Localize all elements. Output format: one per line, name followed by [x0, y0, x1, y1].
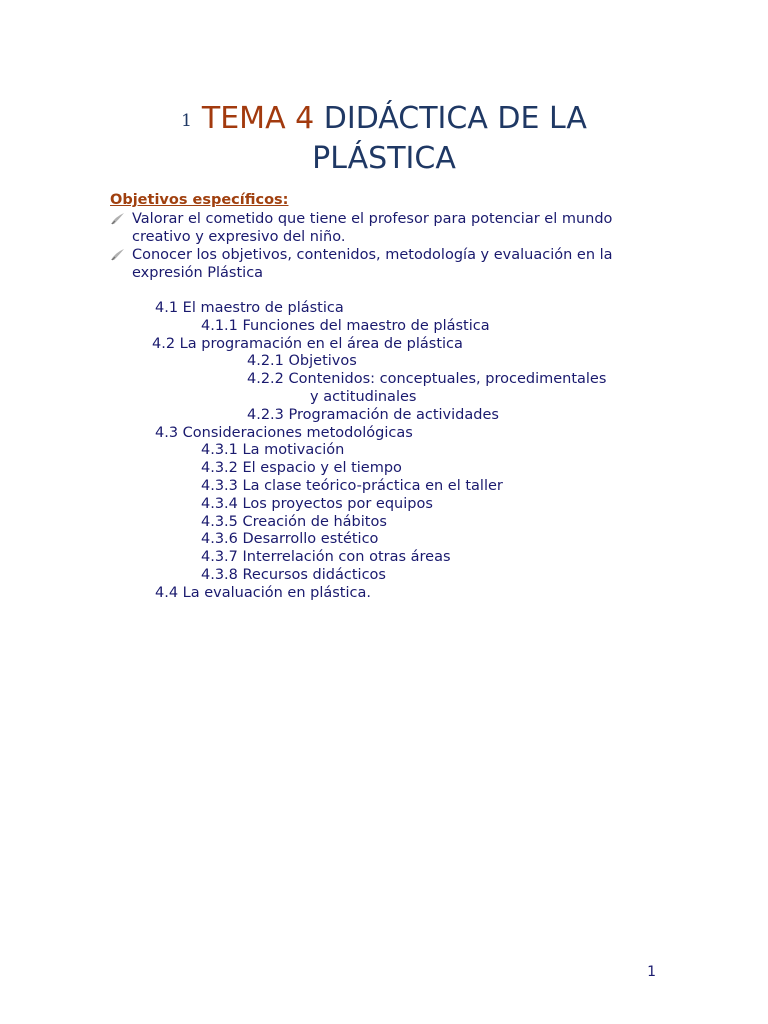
pencil-bullet-icon — [110, 212, 126, 226]
toc-item: 4.1.1 Funciones del maestro de plástica — [201, 317, 490, 334]
toc-item: 4.3.3 La clase teórico-práctica en el taller — [201, 478, 503, 494]
page-title — [0, 100, 768, 177]
toc-item: 4.3 Consideraciones metodológicas — [155, 424, 413, 441]
title-rest: DIDÁCTICA DE LA — [314, 101, 587, 136]
toc-item: 4.2.2 Contenidos: conceptuales, procedimentales — [247, 371, 607, 388]
title-line-2: PLÁSTICA — [312, 141, 456, 176]
toc-item: 4.1 El maestro de plástica — [155, 300, 344, 316]
objective-line: Conocer los objetivos, contenidos, metodología y evaluación en la — [132, 247, 613, 263]
toc-item: 4.3.5 Creación de hábitos — [201, 513, 387, 530]
toc-item: 4.2.3 Programación de actividades — [247, 406, 499, 423]
objective-line: expresión Plástica — [132, 265, 264, 281]
objective-line: Valorar el cometido que tiene el profesor para potenciar el mundo — [132, 211, 613, 227]
pencil-bullet-icon — [110, 248, 126, 262]
page-number: 1 — [647, 964, 656, 980]
objectives-heading: Objetivos específicos: — [110, 192, 289, 208]
toc-item: 4.2 La programación en el área de plástica — [152, 335, 463, 352]
title-tema: TEMA 4 — [201, 101, 315, 136]
toc-item: 4.3.7 Interrelación con otras áreas — [201, 549, 451, 566]
toc-item: y actitudinales — [310, 389, 417, 405]
toc-item: 4.3.8 Recursos didácticos — [201, 567, 386, 583]
objective-line: creativo y expresivo del niño. — [132, 229, 346, 245]
toc-item: 4.3.1 La motivación — [201, 442, 345, 459]
objective-item — [110, 210, 655, 246]
toc-item: 4.2.1 Objetivos — [247, 353, 357, 370]
title-number: 1 — [181, 111, 192, 131]
toc-item: 4.3.2 El espacio y el tiempo — [201, 460, 402, 477]
title-line-1 — [0, 100, 768, 140]
objective-item — [110, 246, 655, 282]
toc-item: 4.4 La evaluación en plástica. — [155, 584, 371, 601]
toc-item: 4.3.4 Los proyectos por equipos — [201, 495, 433, 512]
objectives-list — [110, 210, 655, 282]
toc-item: 4.3.6 Desarrollo estético — [201, 531, 379, 548]
